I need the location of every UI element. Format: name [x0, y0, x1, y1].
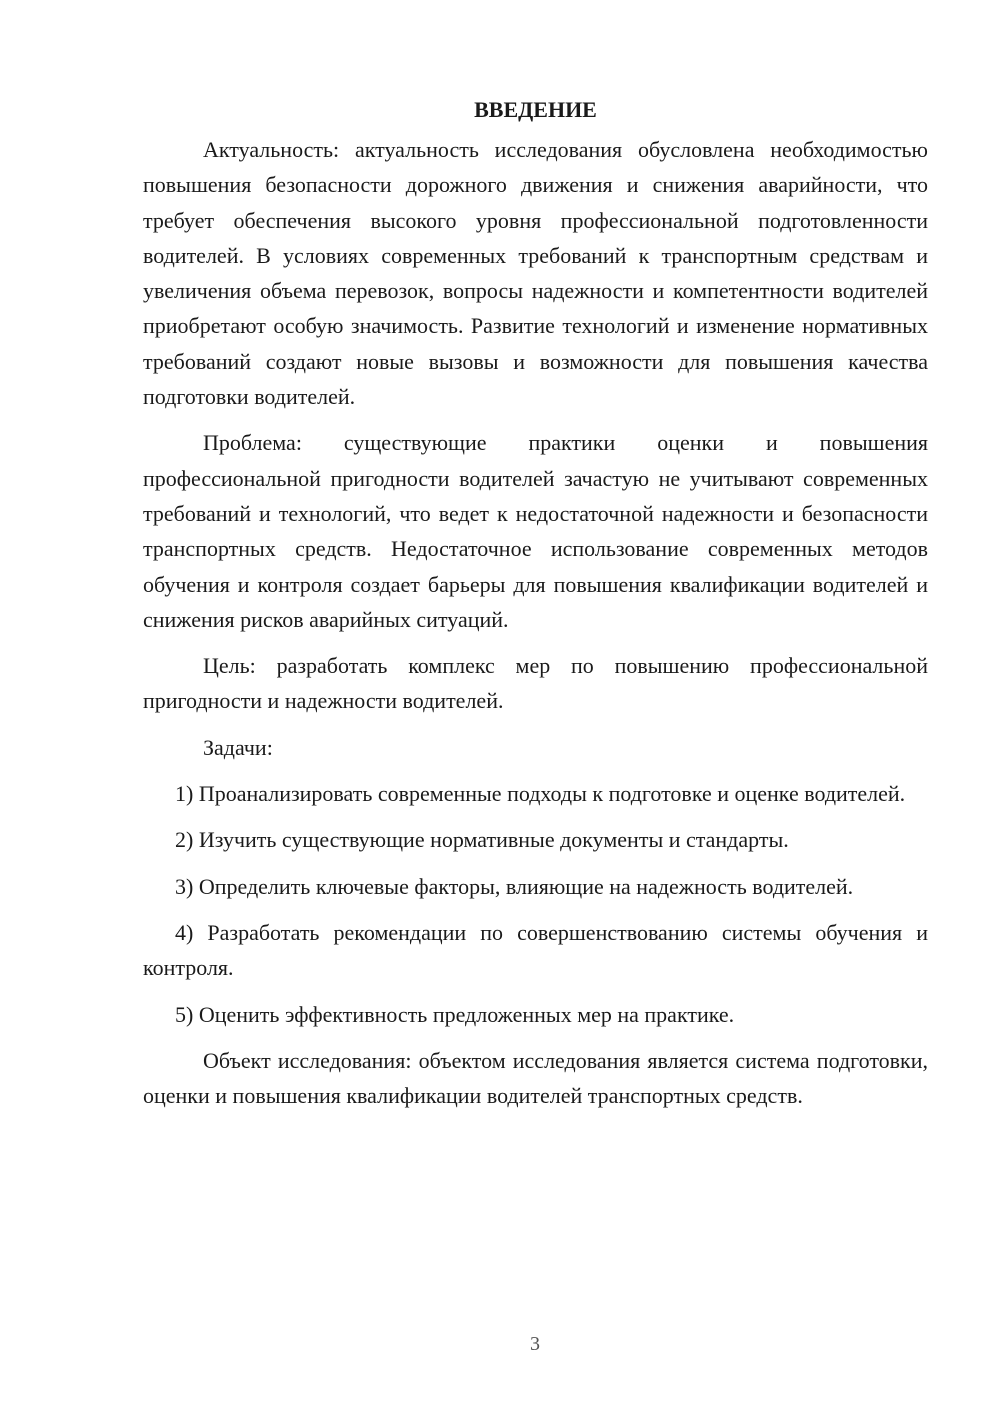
tasks-heading: Задачи:	[203, 734, 273, 760]
goal-paragraph: Цель: разработать комплекс мер по повышению профессиональной пригодности и надежности водителей.	[143, 653, 928, 714]
problem-paragraph: Проблема: существующие практики оценки и повышения профессиональной пригодности водителей зачастую не учитывают современных требований и технологий, что ведет к недостаточной надежности и безопасности транспортных средств. Недостаточное использование современных методов обучения и контроля создает барьеры для повышения квалификации водителей и снижения рисков аварийных ситуаций.	[143, 430, 928, 632]
task-item: 3) Определить ключевые факторы, влияющие на надежность водителей.	[175, 873, 854, 899]
task-item: 1) Проанализировать современные подходы к подготовке и оценке водителей.	[175, 781, 906, 807]
task-item: 4) Разработать рекомендации по совершенствованию системы обучения и контроля.	[143, 919, 928, 981]
relevance-paragraph: Актуальность: актуальность исследования обусловлена необходимостью повышения безопасности дорожного движения и снижения аварийности, что требует обеспечения высокого уровня профессиональной подготовленности водителей. В условиях современных требований к транспортным средствам и увеличения объема перевозок, вопросы надежности и компетентности водителей приобретают особую значимость. Развитие технологий и изменение нормативных требований создают новые вызовы и возможности для повышения качества подготовки водителей.	[143, 137, 928, 410]
object-paragraph: Объект исследования: объектом исследования является система подготовки, оценки и повышения квалификации водителей транспортных средств.	[143, 1047, 928, 1109]
task-item: 2) Изучить существующие нормативные документы и стандарты.	[175, 827, 789, 853]
page-number: 3	[530, 1333, 540, 1355]
section-title: ВВЕДЕНИЕ	[474, 97, 597, 122]
page-content	[143, 92, 928, 1124]
task-item: 5) Оценить эффективность предложенных мер на практике.	[175, 1001, 735, 1027]
